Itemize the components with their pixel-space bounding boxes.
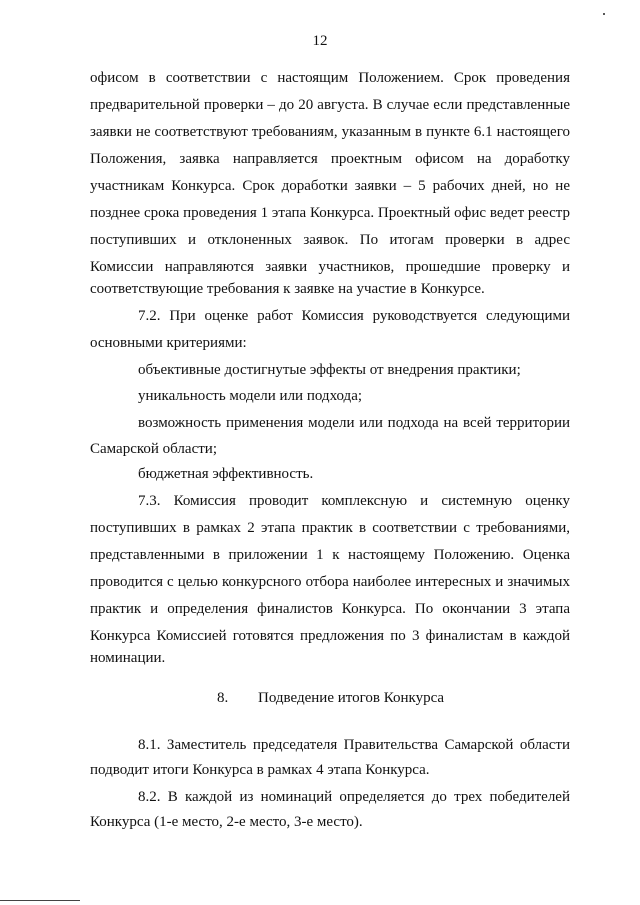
scan-speck (603, 13, 605, 15)
text-line: 8.2. В каждой из номинаций определяется до трех победителей (138, 789, 570, 805)
text-line: Конкурса (1-е место, 2-е место, 3-е место). (90, 814, 363, 830)
list-item: объективные достигнутые эффекты от внедрения практики; (138, 362, 521, 378)
text-line: 7.3. Комиссия проводит комплексную и системную оценку (138, 493, 570, 509)
text-line: подводит итоги Конкурса в рамках 4 этапа Конкурса. (90, 762, 430, 778)
section-heading-title: Подведение итогов Конкурса (258, 690, 445, 706)
text-line: 8.1. Заместитель председателя Правительства Самарской области (138, 737, 570, 753)
text-line: Самарской области; (90, 441, 217, 457)
list-item: уникальность модели или подхода; (138, 388, 363, 404)
list-item: бюджетная эффективность. (138, 466, 314, 482)
list-item: возможность применения модели или подхода на всей территории (138, 415, 570, 431)
text-line: поступивших в рамках 2 этапа практик в соответствии с требованиями, (90, 520, 570, 536)
text-line: Положения, заявка направляется проектным офисом на доработку (90, 151, 570, 167)
text-line: заявки не соответствуют требованиям, указанным в пункте 6.1 настоящего (90, 124, 570, 140)
text-line: офисом в соответствии с настоящим Положением. Срок проведения (90, 70, 570, 86)
text-line: номинации. (90, 650, 166, 666)
text-line: предварительной проверки – до 20 августа. В случае если представленные (90, 97, 570, 113)
text-line: проводится с целью конкурсного отбора наиболее интересных и значимых (90, 574, 570, 590)
text-line: поступивших и отклоненных заявок. По итогам проверки в адрес (90, 232, 570, 248)
scan-edge-mark (0, 900, 80, 901)
text-line: 7.2. При оценке работ Комиссия руководствуется следующими (138, 308, 570, 324)
text-line: соответствующие требования к заявке на участие в Конкурсе. (90, 281, 485, 297)
text-line: основными критериями: (90, 335, 247, 351)
text-line: представленными в приложении 1 к настоящему Положению. Оценка (90, 547, 570, 563)
page-number: 12 (312, 33, 328, 49)
text-line: участникам Конкурса. Срок доработки заявки – 5 рабочих дней, но не (90, 178, 570, 194)
text-line: практик и определения финалистов Конкурса. По окончании 3 этапа (90, 601, 570, 617)
text-line: позднее срока проведения 1 этапа Конкурса. Проектный офис ведет реестр (90, 205, 570, 221)
section-heading-number: 8. (217, 690, 229, 706)
text-line: Комиссии направляются заявки участников, прошедшие проверку и (90, 259, 570, 275)
text-line: Конкурса Комиссией готовятся предложения по 3 финалистам в каждой (90, 628, 570, 644)
